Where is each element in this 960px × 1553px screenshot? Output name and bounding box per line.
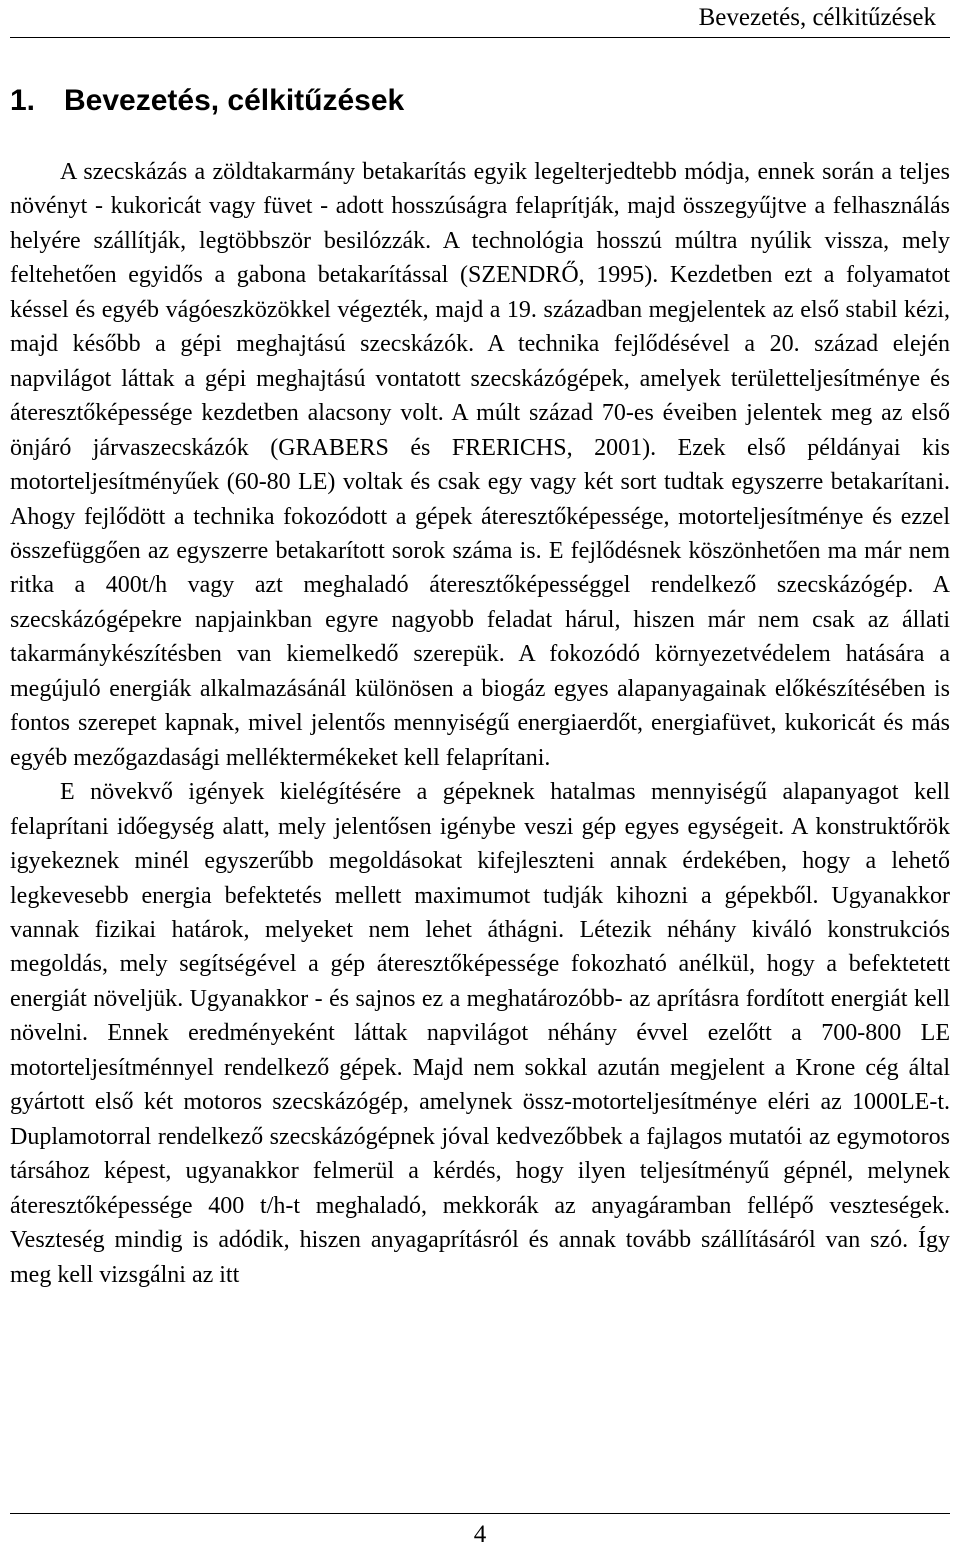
section-number: 1. xyxy=(10,84,36,117)
paragraph-intro: A szecskázás a zöldtakarmány betakarítás egyik legelterjedtebb módja, ennek során a teljes növényt - kukoricát vagy füvet - adott hosszúságra felaprítják, majd összegyűjtve a felhasználás helyére szállítják, legtöbbször besilózzák. A technológia hosszú múltra nyúlik vissza, mely feltehetően egyidős a gabona betakarítással (SZENDRŐ, 1995). Kezdetben ezt a folyamatot késsel és egyéb vágóeszközökkel végezték, majd a 19. században megjelentek az első stabil kézi, majd később a gépi meghajtású szecskázók. A technika fejlődésével a 20. század elején napvilágot láttak a gépi meghajtású vontatott szecskázógépek, amelyek területteljesítménye és áteresztőképessége kezdetben alacsony volt. A múlt század 70-es éveiben jelentek meg az első önjáró járvaszecskázók (GRABERS és FRERICHS, 2001). Ezek első példányai kis motorteljesítményűek (60-80 LE) voltak és csak egy vagy két sort tudtak egyszerre betakarítani. Ahogy fejlődött a technika fokozódott a gépek áteresztőképessége, motorteljesítménye és ezzel összefüggően az egyszerre betakarított sorok száma is. E fejlődésnek köszönhetően ma már nem ritka a 400t/h vagy azt meghaladó áteresztőképességgel rendelkező szecskázógép. A szecskázógépekre napjainkban egyre nagyobb feladat hárul, hiszen már nem csak az állati takarmánykészítésben van kiemelkedő szerepük. A fokozódó környezetvédelem hatására a megújuló energiák alkalmazásánál különösen a biogáz egyes alapanyagainak előkészítésében is fontos szerepet kapnak, mivel jelentős mennyiségű energiaerdőt, energiafüvet, kukoricát és más egyéb mezőgazdasági melléktermékeket kell felaprítani. xyxy=(10,159,950,771)
running-header: Bevezetés, célkitűzések xyxy=(698,4,936,31)
section-heading xyxy=(10,82,404,120)
page-number: 4 xyxy=(473,1521,487,1548)
section-title: Bevezetés, célkitűzések xyxy=(64,84,405,117)
body-text xyxy=(10,155,950,1292)
footer-rule xyxy=(10,1513,950,1514)
paragraph-demands: E növekvő igények kielégítésére a gépeknek hatalmas mennyiségű alapanyagot kell felaprítani időegység alatt, mely jelentősen igénybe veszi gép egyes egységeit. A konstruktőrök igyekeznek minél egyszerűbb megoldásokat kifejleszteni annak érdekében, hogy a lehető legkevesebb energia befektetés mellett maximumot tudják kihozni a gépekből. Ugyanakkor vannak fizikai határok, melyeket nem lehet áthágni. Létezik néhány kiváló konstrukciós megoldás, mely segítségével a gép áteresztőképessége fokozható anélkül, hogy a befektetett energiát növeljük. Ugyanakkor - és sajnos ez a meghatározóbb- az aprításra fordított energiát kell növelni. Ennek eredményeként láttak napvilágot néhány évvel ezelőtt a 700-800 LE motorteljesítménnyel rendelkező gépek. Majd nem sokkal azután megjelent a Krone cég által gyártott első két motoros szecskázógép, amelynek össz-motorteljesítménye eléri az 1000LE-t. Duplamotorral rendelkező szecskázógépnek jóval kedvezőbbek a fajlagos mutatói az egymotoros társához képest, ugyanakkor felmerül a kérdés, hogy ilyen teljesítményű gépnél, melynek áteresztőképessége 400 t/h-t meghaladó, mekkorák az anyagáramban fellépő veszteségek. Veszteség mindig is adódik, hiszen anyagaprításról és annak tovább szállításáról van szó. Így meg kell vizsgálni az itt xyxy=(10,779,950,1288)
header-rule xyxy=(10,37,950,38)
